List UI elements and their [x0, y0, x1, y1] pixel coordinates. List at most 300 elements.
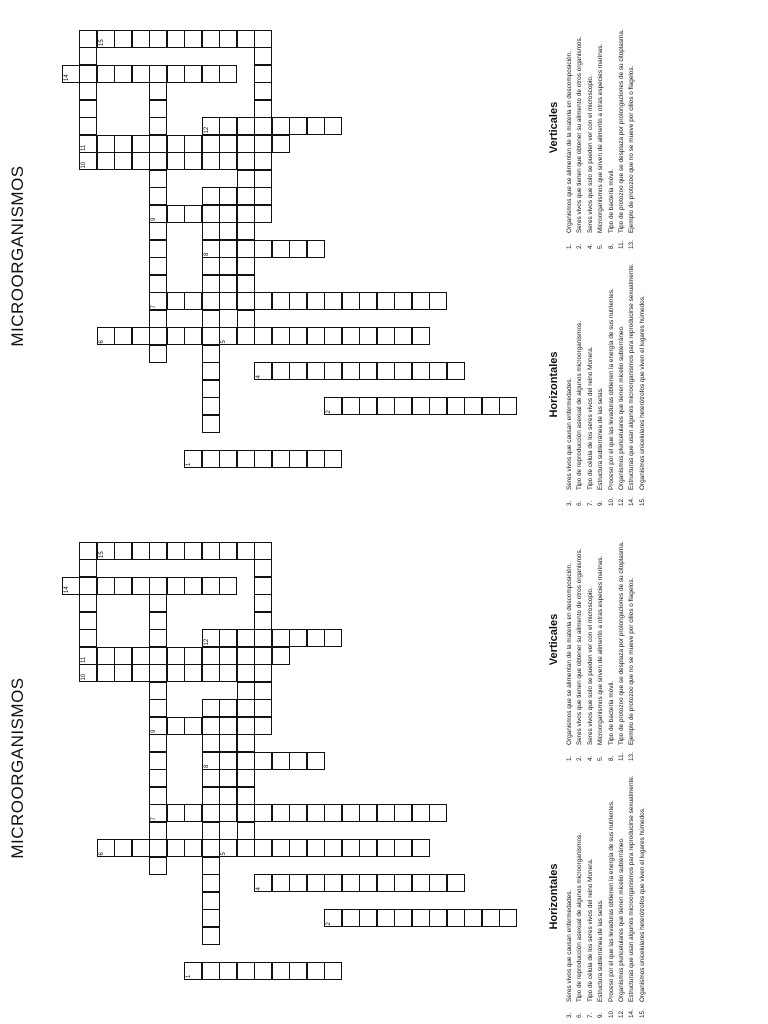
crossword-cell[interactable] [429, 398, 447, 416]
crossword-cell[interactable] [412, 840, 430, 858]
crossword-cell[interactable] [202, 542, 220, 560]
crossword-cell[interactable] [167, 840, 185, 858]
crossword-cell[interactable] [97, 542, 115, 560]
crossword-cell[interactable] [149, 293, 167, 311]
crossword-cell[interactable] [149, 118, 167, 136]
crossword-cell[interactable] [394, 363, 412, 381]
crossword-cell[interactable] [254, 328, 272, 346]
crossword-cell[interactable] [254, 363, 272, 381]
crossword-cell[interactable] [254, 170, 272, 188]
crossword-cell[interactable] [202, 258, 220, 276]
crossword-cell[interactable] [307, 805, 325, 823]
crossword-cell[interactable] [79, 560, 97, 578]
crossword-cell[interactable] [114, 30, 132, 48]
crossword-cell[interactable] [289, 630, 307, 648]
crossword-cell[interactable] [149, 223, 167, 241]
crossword-cell[interactable] [359, 840, 377, 858]
crossword-cell[interactable] [184, 717, 202, 735]
crossword-cell[interactable] [342, 328, 360, 346]
crossword-cell[interactable] [202, 30, 220, 48]
crossword-cell[interactable] [184, 30, 202, 48]
crossword-cell[interactable] [289, 962, 307, 980]
crossword-cell[interactable] [359, 398, 377, 416]
crossword-cell[interactable] [167, 577, 185, 595]
crossword-cell[interactable] [272, 135, 290, 153]
crossword-cell[interactable] [202, 927, 220, 945]
crossword-cell[interactable] [342, 363, 360, 381]
crossword-cell[interactable] [237, 630, 255, 648]
crossword-cell[interactable] [184, 577, 202, 595]
crossword-cell[interactable] [219, 188, 237, 206]
crossword-cell[interactable] [202, 665, 220, 683]
crossword-cell[interactable] [237, 717, 255, 735]
crossword-cell[interactable] [219, 118, 237, 136]
crossword-cell[interactable] [254, 962, 272, 980]
crossword-cell[interactable] [429, 910, 447, 928]
crossword-cell[interactable] [219, 65, 237, 83]
crossword-cell[interactable] [202, 577, 220, 595]
crossword-cell[interactable] [219, 577, 237, 595]
crossword-cell[interactable] [202, 223, 220, 241]
crossword-cell[interactable] [219, 542, 237, 560]
crossword-cell[interactable] [377, 398, 395, 416]
crossword-cell[interactable] [324, 293, 342, 311]
crossword-cell[interactable] [202, 415, 220, 433]
crossword-cell[interactable] [202, 310, 220, 328]
crossword-cell[interactable] [114, 65, 132, 83]
crossword-cell[interactable] [377, 910, 395, 928]
crossword-cell[interactable] [202, 363, 220, 381]
crossword-cell[interactable] [237, 735, 255, 753]
crossword-cell[interactable] [307, 962, 325, 980]
crossword-cell[interactable] [149, 153, 167, 171]
crossword-cell[interactable] [482, 398, 500, 416]
crossword-cell[interactable] [237, 700, 255, 718]
crossword-cell[interactable] [149, 857, 167, 875]
crossword-cell[interactable] [429, 293, 447, 311]
crossword-cell[interactable] [447, 910, 465, 928]
crossword-cell[interactable] [184, 450, 202, 468]
crossword-cell[interactable] [394, 328, 412, 346]
crossword-cell[interactable] [97, 840, 115, 858]
crossword-cell[interactable] [342, 840, 360, 858]
crossword-cell[interactable] [184, 805, 202, 823]
crossword-cell[interactable] [219, 630, 237, 648]
crossword-cell[interactable] [167, 293, 185, 311]
crossword-cell[interactable] [394, 805, 412, 823]
crossword-cell[interactable] [202, 240, 220, 258]
crossword-cell[interactable] [132, 577, 150, 595]
crossword-cell[interactable] [237, 450, 255, 468]
crossword-cell[interactable] [202, 153, 220, 171]
crossword-cell[interactable] [272, 752, 290, 770]
crossword-cell[interactable] [132, 30, 150, 48]
crossword-cell[interactable] [202, 700, 220, 718]
crossword-cell[interactable] [254, 153, 272, 171]
crossword-cell[interactable] [202, 805, 220, 823]
crossword-cell[interactable] [237, 787, 255, 805]
crossword-cell[interactable] [272, 805, 290, 823]
crossword-cell[interactable] [324, 875, 342, 893]
crossword-cell[interactable] [184, 840, 202, 858]
crossword-cell[interactable] [272, 630, 290, 648]
crossword-cell[interactable] [202, 787, 220, 805]
crossword-cell[interactable] [149, 595, 167, 613]
crossword-cell[interactable] [149, 822, 167, 840]
crossword-cell[interactable] [254, 83, 272, 101]
crossword-cell[interactable] [97, 65, 115, 83]
crossword-cell[interactable] [184, 665, 202, 683]
crossword-cell[interactable] [79, 48, 97, 66]
crossword-cell[interactable] [482, 910, 500, 928]
crossword-cell[interactable] [359, 328, 377, 346]
crossword-cell[interactable] [237, 770, 255, 788]
crossword-cell[interactable] [62, 65, 80, 83]
crossword-cell[interactable] [237, 752, 255, 770]
crossword-cell[interactable] [237, 240, 255, 258]
crossword-cell[interactable] [272, 118, 290, 136]
crossword-cell[interactable] [219, 647, 237, 665]
crossword-cell[interactable] [254, 805, 272, 823]
crossword-cell[interactable] [272, 840, 290, 858]
crossword-cell[interactable] [254, 595, 272, 613]
crossword-cell[interactable] [447, 363, 465, 381]
crossword-cell[interactable] [167, 65, 185, 83]
crossword-cell[interactable] [429, 363, 447, 381]
crossword-cell[interactable] [149, 328, 167, 346]
crossword-cell[interactable] [324, 630, 342, 648]
crossword-cell[interactable] [132, 153, 150, 171]
crossword-cell[interactable] [237, 542, 255, 560]
crossword-cell[interactable] [219, 735, 237, 753]
crossword-cell[interactable] [149, 787, 167, 805]
crossword-cell[interactable] [254, 717, 272, 735]
crossword-cell[interactable] [149, 275, 167, 293]
crossword-cell[interactable] [272, 240, 290, 258]
crossword-cell[interactable] [359, 363, 377, 381]
crossword-cell[interactable] [79, 542, 97, 560]
crossword-cell[interactable] [114, 153, 132, 171]
crossword-cell[interactable] [167, 717, 185, 735]
crossword-cell[interactable] [237, 840, 255, 858]
crossword-cell[interactable] [167, 805, 185, 823]
crossword-cell[interactable] [184, 962, 202, 980]
crossword-cell[interactable] [167, 647, 185, 665]
crossword-cell[interactable] [237, 205, 255, 223]
crossword-cell[interactable] [307, 118, 325, 136]
crossword-cell[interactable] [219, 153, 237, 171]
crossword-cell[interactable] [219, 770, 237, 788]
crossword-cell[interactable] [132, 65, 150, 83]
crossword-cell[interactable] [219, 240, 237, 258]
crossword-cell[interactable] [167, 542, 185, 560]
crossword-cell[interactable] [254, 840, 272, 858]
crossword-cell[interactable] [184, 293, 202, 311]
crossword-cell[interactable] [202, 135, 220, 153]
crossword-cell[interactable] [202, 188, 220, 206]
crossword-cell[interactable] [97, 135, 115, 153]
crossword-cell[interactable] [342, 398, 360, 416]
crossword-cell[interactable] [412, 363, 430, 381]
crossword-cell[interactable] [324, 398, 342, 416]
crossword-cell[interactable] [149, 735, 167, 753]
crossword-cell[interactable] [237, 135, 255, 153]
crossword-cell[interactable] [149, 542, 167, 560]
crossword-cell[interactable] [184, 647, 202, 665]
crossword-cell[interactable] [342, 910, 360, 928]
crossword-cell[interactable] [499, 398, 517, 416]
crossword-cell[interactable] [324, 328, 342, 346]
crossword-cell[interactable] [202, 275, 220, 293]
crossword-cell[interactable] [202, 345, 220, 363]
crossword-cell[interactable] [307, 630, 325, 648]
crossword-cell[interactable] [237, 30, 255, 48]
crossword-cell[interactable] [237, 310, 255, 328]
crossword-cell[interactable] [167, 135, 185, 153]
crossword-cell[interactable] [114, 542, 132, 560]
crossword-cell[interactable] [184, 153, 202, 171]
crossword-cell[interactable] [289, 450, 307, 468]
crossword-cell[interactable] [254, 682, 272, 700]
crossword-cell[interactable] [149, 612, 167, 630]
crossword-cell[interactable] [132, 328, 150, 346]
crossword-cell[interactable] [307, 752, 325, 770]
crossword-cell[interactable] [167, 153, 185, 171]
crossword-cell[interactable] [429, 875, 447, 893]
crossword-cell[interactable] [79, 30, 97, 48]
crossword-cell[interactable] [342, 805, 360, 823]
crossword-cell[interactable] [149, 258, 167, 276]
crossword-cell[interactable] [202, 717, 220, 735]
crossword-cell[interactable] [202, 647, 220, 665]
crossword-cell[interactable] [219, 717, 237, 735]
crossword-cell[interactable] [307, 875, 325, 893]
crossword-cell[interactable] [289, 805, 307, 823]
crossword-cell[interactable] [202, 892, 220, 910]
crossword-cell[interactable] [377, 840, 395, 858]
crossword-cell[interactable] [377, 875, 395, 893]
crossword-cell[interactable] [307, 293, 325, 311]
crossword-cell[interactable] [219, 840, 237, 858]
crossword-cell[interactable] [464, 398, 482, 416]
crossword-cell[interactable] [219, 30, 237, 48]
crossword-cell[interactable] [307, 240, 325, 258]
crossword-cell[interactable] [254, 240, 272, 258]
crossword-cell[interactable] [132, 840, 150, 858]
crossword-cell[interactable] [412, 328, 430, 346]
crossword-cell[interactable] [149, 188, 167, 206]
crossword-cell[interactable] [79, 595, 97, 613]
crossword-cell[interactable] [237, 822, 255, 840]
crossword-cell[interactable] [219, 700, 237, 718]
crossword-cell[interactable] [184, 542, 202, 560]
crossword-cell[interactable] [377, 293, 395, 311]
crossword-cell[interactable] [377, 363, 395, 381]
crossword-cell[interactable] [167, 30, 185, 48]
crossword-cell[interactable] [149, 135, 167, 153]
crossword-cell[interactable] [79, 612, 97, 630]
crossword-cell[interactable] [167, 328, 185, 346]
crossword-cell[interactable] [272, 962, 290, 980]
crossword-cell[interactable] [447, 875, 465, 893]
crossword-cell[interactable] [324, 118, 342, 136]
crossword-cell[interactable] [132, 647, 150, 665]
crossword-cell[interactable] [394, 910, 412, 928]
crossword-cell[interactable] [114, 328, 132, 346]
crossword-cell[interactable] [429, 805, 447, 823]
crossword-cell[interactable] [132, 542, 150, 560]
crossword-cell[interactable] [149, 205, 167, 223]
crossword-cell[interactable] [289, 240, 307, 258]
crossword-cell[interactable] [254, 630, 272, 648]
crossword-cell[interactable] [149, 752, 167, 770]
crossword-cell[interactable] [377, 805, 395, 823]
crossword-cell[interactable] [149, 630, 167, 648]
crossword-cell[interactable] [219, 787, 237, 805]
crossword-cell[interactable] [149, 30, 167, 48]
crossword-cell[interactable] [114, 647, 132, 665]
crossword-cell[interactable] [394, 875, 412, 893]
crossword-cell[interactable] [307, 840, 325, 858]
crossword-cell[interactable] [114, 840, 132, 858]
crossword-cell[interactable] [97, 30, 115, 48]
crossword-cell[interactable] [499, 910, 517, 928]
crossword-cell[interactable] [202, 910, 220, 928]
crossword-cell[interactable] [79, 665, 97, 683]
crossword-cell[interactable] [254, 30, 272, 48]
crossword-cell[interactable] [219, 665, 237, 683]
crossword-cell[interactable] [97, 577, 115, 595]
crossword-cell[interactable] [342, 293, 360, 311]
crossword-cell[interactable] [202, 735, 220, 753]
crossword-cell[interactable] [254, 752, 272, 770]
crossword-cell[interactable] [272, 328, 290, 346]
crossword-cell[interactable] [202, 65, 220, 83]
crossword-cell[interactable] [219, 752, 237, 770]
crossword-cell[interactable] [202, 118, 220, 136]
crossword-cell[interactable] [289, 293, 307, 311]
crossword-cell[interactable] [254, 293, 272, 311]
crossword-cell[interactable] [149, 665, 167, 683]
crossword-cell[interactable] [324, 363, 342, 381]
crossword-cell[interactable] [79, 153, 97, 171]
crossword-cell[interactable] [237, 170, 255, 188]
crossword-cell[interactable] [272, 363, 290, 381]
crossword-cell[interactable] [237, 665, 255, 683]
crossword-cell[interactable] [114, 665, 132, 683]
crossword-cell[interactable] [202, 450, 220, 468]
crossword-cell[interactable] [342, 875, 360, 893]
crossword-cell[interactable] [79, 647, 97, 665]
crossword-cell[interactable] [254, 612, 272, 630]
crossword-cell[interactable] [149, 83, 167, 101]
crossword-cell[interactable] [254, 65, 272, 83]
crossword-cell[interactable] [237, 682, 255, 700]
crossword-cell[interactable] [149, 805, 167, 823]
crossword-cell[interactable] [412, 398, 430, 416]
crossword-cell[interactable] [202, 857, 220, 875]
crossword-cell[interactable] [202, 380, 220, 398]
crossword-cell[interactable] [79, 118, 97, 136]
crossword-cell[interactable] [289, 840, 307, 858]
crossword-cell[interactable] [447, 398, 465, 416]
crossword-cell[interactable] [394, 840, 412, 858]
crossword-cell[interactable] [79, 65, 97, 83]
crossword-cell[interactable] [254, 542, 272, 560]
crossword-cell[interactable] [97, 153, 115, 171]
crossword-cell[interactable] [254, 135, 272, 153]
crossword-cell[interactable] [149, 345, 167, 363]
crossword-cell[interactable] [394, 293, 412, 311]
crossword-cell[interactable] [62, 577, 80, 595]
crossword-cell[interactable] [132, 135, 150, 153]
crossword-cell[interactable] [149, 310, 167, 328]
crossword-cell[interactable] [97, 328, 115, 346]
crossword-cell[interactable] [289, 363, 307, 381]
crossword-cell[interactable] [412, 293, 430, 311]
crossword-cell[interactable] [149, 65, 167, 83]
crossword-cell[interactable] [219, 258, 237, 276]
crossword-cell[interactable] [202, 822, 220, 840]
crossword-cell[interactable] [359, 805, 377, 823]
crossword-cell[interactable] [237, 293, 255, 311]
crossword-cell[interactable] [132, 665, 150, 683]
crossword-cell[interactable] [307, 328, 325, 346]
crossword-cell[interactable] [149, 700, 167, 718]
crossword-cell[interactable] [237, 962, 255, 980]
crossword-cell[interactable] [202, 770, 220, 788]
crossword-cell[interactable] [202, 293, 220, 311]
crossword-cell[interactable] [412, 875, 430, 893]
crossword-cell[interactable] [237, 328, 255, 346]
crossword-cell[interactable] [359, 910, 377, 928]
crossword-cell[interactable] [394, 398, 412, 416]
crossword-cell[interactable] [237, 805, 255, 823]
crossword-cell[interactable] [359, 875, 377, 893]
crossword-cell[interactable] [202, 962, 220, 980]
crossword-cell[interactable] [114, 135, 132, 153]
crossword-cell[interactable] [254, 700, 272, 718]
crossword-cell[interactable] [412, 805, 430, 823]
crossword-cell[interactable] [202, 398, 220, 416]
crossword-cell[interactable] [219, 962, 237, 980]
crossword-cell[interactable] [167, 205, 185, 223]
crossword-cell[interactable] [377, 328, 395, 346]
crossword-cell[interactable] [237, 223, 255, 241]
crossword-cell[interactable] [219, 328, 237, 346]
crossword-cell[interactable] [289, 118, 307, 136]
crossword-cell[interactable] [202, 630, 220, 648]
crossword-cell[interactable] [254, 188, 272, 206]
crossword-cell[interactable] [254, 450, 272, 468]
crossword-cell[interactable] [184, 328, 202, 346]
crossword-cell[interactable] [254, 577, 272, 595]
crossword-cell[interactable] [289, 875, 307, 893]
crossword-cell[interactable] [237, 153, 255, 171]
crossword-cell[interactable] [167, 665, 185, 683]
crossword-cell[interactable] [219, 450, 237, 468]
crossword-cell[interactable] [219, 223, 237, 241]
crossword-cell[interactable] [202, 752, 220, 770]
crossword-cell[interactable] [79, 577, 97, 595]
crossword-cell[interactable] [254, 48, 272, 66]
crossword-cell[interactable] [272, 875, 290, 893]
crossword-cell[interactable] [202, 328, 220, 346]
crossword-cell[interactable] [254, 875, 272, 893]
crossword-cell[interactable] [184, 205, 202, 223]
crossword-cell[interactable] [237, 275, 255, 293]
crossword-cell[interactable] [289, 752, 307, 770]
